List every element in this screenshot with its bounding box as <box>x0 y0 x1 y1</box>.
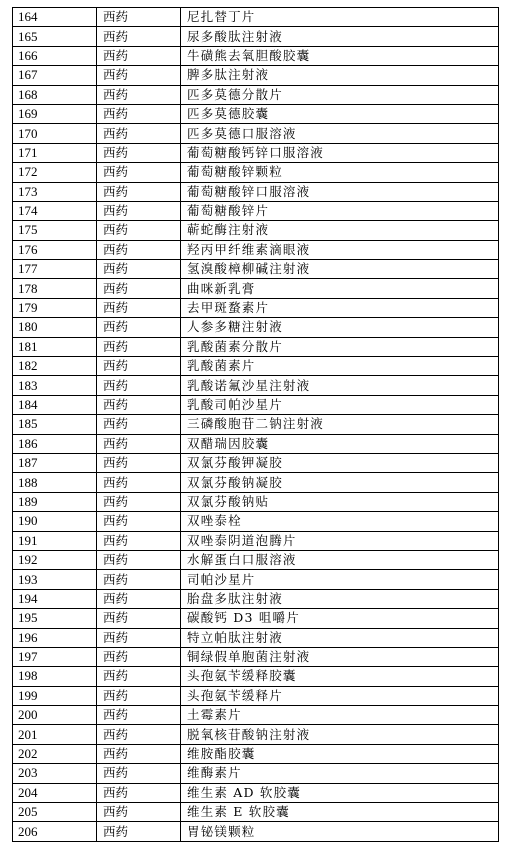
row-number-cell: 199 <box>13 686 97 705</box>
table-row <box>13 725 499 744</box>
category-cell: 西药 <box>97 667 181 686</box>
table-row <box>13 376 499 395</box>
table-row <box>13 337 499 356</box>
row-number-cell: 196 <box>13 628 97 647</box>
table-row <box>13 609 499 628</box>
drug-name-cell: 三磷酸胞苷二钠注射液 <box>181 415 499 434</box>
row-number-cell: 165 <box>13 27 97 46</box>
row-number-cell: 183 <box>13 376 97 395</box>
category-cell: 西药 <box>97 609 181 628</box>
drug-name-cell: 胎盘多肽注射液 <box>181 589 499 608</box>
category-cell: 西药 <box>97 85 181 104</box>
table-row <box>13 783 499 802</box>
category-cell: 西药 <box>97 822 181 841</box>
table-row <box>13 201 499 220</box>
table-row <box>13 279 499 298</box>
category-cell: 西药 <box>97 182 181 201</box>
category-cell: 西药 <box>97 492 181 511</box>
row-number-cell: 203 <box>13 764 97 783</box>
row-number-cell: 194 <box>13 589 97 608</box>
table-row <box>13 589 499 608</box>
drug-name-cell: 人参多糖注射液 <box>181 318 499 337</box>
table-row <box>13 492 499 511</box>
drug-name-cell: 尼扎替丁片 <box>181 8 499 27</box>
drug-name-cell: 司帕沙星片 <box>181 570 499 589</box>
drug-name-cell: 碳酸钙 D3 咀嚼片 <box>181 609 499 628</box>
table-row <box>13 143 499 162</box>
row-number-cell: 202 <box>13 744 97 763</box>
row-number-cell: 206 <box>13 822 97 841</box>
drug-name-cell: 葡萄糖酸锌颗粒 <box>181 163 499 182</box>
row-number-cell: 164 <box>13 8 97 27</box>
drug-name-cell: 匹多莫德胶囊 <box>181 104 499 123</box>
drug-name-cell: 双唑泰栓 <box>181 512 499 531</box>
row-number-cell: 189 <box>13 492 97 511</box>
table-row <box>13 182 499 201</box>
category-cell: 西药 <box>97 46 181 65</box>
drug-name-cell: 双氯芬酸钾凝胶 <box>181 453 499 472</box>
row-number-cell: 187 <box>13 453 97 472</box>
drug-name-cell: 羟丙甲纤维素滴眼液 <box>181 240 499 259</box>
drug-list-table <box>12 7 499 842</box>
category-cell: 西药 <box>97 376 181 395</box>
category-cell: 西药 <box>97 201 181 220</box>
drug-name-cell: 匹多莫德口服溶液 <box>181 124 499 143</box>
category-cell: 西药 <box>97 453 181 472</box>
table-row <box>13 550 499 569</box>
category-cell: 西药 <box>97 240 181 259</box>
row-number-cell: 191 <box>13 531 97 550</box>
row-number-cell: 166 <box>13 46 97 65</box>
table-row <box>13 85 499 104</box>
table-row <box>13 240 499 259</box>
category-cell: 西药 <box>97 415 181 434</box>
drug-name-cell: 水解蛋白口服溶液 <box>181 550 499 569</box>
row-number-cell: 175 <box>13 221 97 240</box>
table-row <box>13 531 499 550</box>
drug-name-cell: 头孢氨苄缓释片 <box>181 686 499 705</box>
table-row <box>13 395 499 414</box>
drug-name-cell: 乳酸菌素片 <box>181 357 499 376</box>
drug-name-cell: 葡萄糖酸锌片 <box>181 201 499 220</box>
drug-name-cell: 特立帕肽注射液 <box>181 628 499 647</box>
row-number-cell: 172 <box>13 163 97 182</box>
row-number-cell: 178 <box>13 279 97 298</box>
category-cell: 西药 <box>97 27 181 46</box>
row-number-cell: 204 <box>13 783 97 802</box>
row-number-cell: 195 <box>13 609 97 628</box>
row-number-cell: 173 <box>13 182 97 201</box>
table-row <box>13 8 499 27</box>
row-number-cell: 180 <box>13 318 97 337</box>
drug-name-cell: 乳酸诺氟沙星注射液 <box>181 376 499 395</box>
category-cell: 西药 <box>97 221 181 240</box>
category-cell: 西药 <box>97 764 181 783</box>
table-row <box>13 822 499 841</box>
category-cell: 西药 <box>97 783 181 802</box>
drug-name-cell: 匹多莫德分散片 <box>181 85 499 104</box>
table-row <box>13 260 499 279</box>
drug-name-cell: 双氯芬酸钠凝胶 <box>181 473 499 492</box>
category-cell: 西药 <box>97 104 181 123</box>
drug-name-cell: 葡萄糖酸钙锌口服溶液 <box>181 143 499 162</box>
category-cell: 西药 <box>97 803 181 822</box>
category-cell: 西药 <box>97 260 181 279</box>
table-row <box>13 647 499 666</box>
row-number-cell: 174 <box>13 201 97 220</box>
row-number-cell: 170 <box>13 124 97 143</box>
table-row <box>13 298 499 317</box>
table-row <box>13 434 499 453</box>
table-row <box>13 27 499 46</box>
table-body <box>13 8 499 842</box>
drug-name-cell: 去甲斑蝥素片 <box>181 298 499 317</box>
category-cell: 西药 <box>97 473 181 492</box>
table-row <box>13 667 499 686</box>
category-cell: 西药 <box>97 395 181 414</box>
drug-name-cell: 双唑泰阴道泡腾片 <box>181 531 499 550</box>
row-number-cell: 177 <box>13 260 97 279</box>
table-row <box>13 104 499 123</box>
category-cell: 西药 <box>97 744 181 763</box>
row-number-cell: 181 <box>13 337 97 356</box>
drug-name-cell: 维酶素片 <box>181 764 499 783</box>
drug-name-cell: 头孢氨苄缓释胶囊 <box>181 667 499 686</box>
drug-name-cell: 双氯芬酸钠贴 <box>181 492 499 511</box>
table-row <box>13 66 499 85</box>
category-cell: 西药 <box>97 124 181 143</box>
row-number-cell: 184 <box>13 395 97 414</box>
row-number-cell: 205 <box>13 803 97 822</box>
category-cell: 西药 <box>97 647 181 666</box>
drug-name-cell: 脾多肽注射液 <box>181 66 499 85</box>
category-cell: 西药 <box>97 706 181 725</box>
table-row <box>13 124 499 143</box>
category-cell: 西药 <box>97 628 181 647</box>
table-row <box>13 512 499 531</box>
drug-name-cell: 维生素 AD 软胶囊 <box>181 783 499 802</box>
drug-name-cell: 曲咪新乳膏 <box>181 279 499 298</box>
row-number-cell: 198 <box>13 667 97 686</box>
row-number-cell: 167 <box>13 66 97 85</box>
table-row <box>13 686 499 705</box>
row-number-cell: 186 <box>13 434 97 453</box>
category-cell: 西药 <box>97 550 181 569</box>
row-number-cell: 182 <box>13 357 97 376</box>
drug-name-cell: 双醋瑞因胶囊 <box>181 434 499 453</box>
row-number-cell: 176 <box>13 240 97 259</box>
drug-name-cell: 葡萄糖酸锌口服溶液 <box>181 182 499 201</box>
table-row <box>13 803 499 822</box>
row-number-cell: 193 <box>13 570 97 589</box>
row-number-cell: 197 <box>13 647 97 666</box>
category-cell: 西药 <box>97 337 181 356</box>
category-cell: 西药 <box>97 531 181 550</box>
table-row <box>13 163 499 182</box>
drug-name-cell: 牛磺熊去氧胆酸胶囊 <box>181 46 499 65</box>
table-row <box>13 473 499 492</box>
row-number-cell: 200 <box>13 706 97 725</box>
category-cell: 西药 <box>97 66 181 85</box>
drug-name-cell: 维生素 E 软胶囊 <box>181 803 499 822</box>
drug-name-cell: 脱氧核苷酸钠注射液 <box>181 725 499 744</box>
row-number-cell: 185 <box>13 415 97 434</box>
table-row <box>13 46 499 65</box>
category-cell: 西药 <box>97 298 181 317</box>
drug-name-cell: 铜绿假单胞菌注射液 <box>181 647 499 666</box>
category-cell: 西药 <box>97 163 181 182</box>
table-row <box>13 570 499 589</box>
drug-name-cell: 土霉素片 <box>181 706 499 725</box>
row-number-cell: 179 <box>13 298 97 317</box>
row-number-cell: 188 <box>13 473 97 492</box>
table-row <box>13 453 499 472</box>
table-row <box>13 628 499 647</box>
category-cell: 西药 <box>97 279 181 298</box>
table-row <box>13 357 499 376</box>
row-number-cell: 190 <box>13 512 97 531</box>
drug-name-cell: 胃铋镁颗粒 <box>181 822 499 841</box>
row-number-cell: 171 <box>13 143 97 162</box>
table-row <box>13 744 499 763</box>
category-cell: 西药 <box>97 357 181 376</box>
drug-name-cell: 蕲蛇酶注射液 <box>181 221 499 240</box>
category-cell: 西药 <box>97 512 181 531</box>
drug-name-cell: 维胺酯胶囊 <box>181 744 499 763</box>
row-number-cell: 168 <box>13 85 97 104</box>
drug-name-cell: 乳酸菌素分散片 <box>181 337 499 356</box>
drug-name-cell: 乳酸司帕沙星片 <box>181 395 499 414</box>
category-cell: 西药 <box>97 589 181 608</box>
category-cell: 西药 <box>97 143 181 162</box>
table-row <box>13 318 499 337</box>
category-cell: 西药 <box>97 570 181 589</box>
row-number-cell: 192 <box>13 550 97 569</box>
row-number-cell: 201 <box>13 725 97 744</box>
row-number-cell: 169 <box>13 104 97 123</box>
category-cell: 西药 <box>97 318 181 337</box>
category-cell: 西药 <box>97 725 181 744</box>
table-row <box>13 706 499 725</box>
drug-name-cell: 氢溴酸樟柳碱注射液 <box>181 260 499 279</box>
drug-name-cell: 尿多酸肽注射液 <box>181 27 499 46</box>
table-row <box>13 415 499 434</box>
category-cell: 西药 <box>97 434 181 453</box>
category-cell: 西药 <box>97 8 181 27</box>
table-row <box>13 221 499 240</box>
category-cell: 西药 <box>97 686 181 705</box>
table-row <box>13 764 499 783</box>
